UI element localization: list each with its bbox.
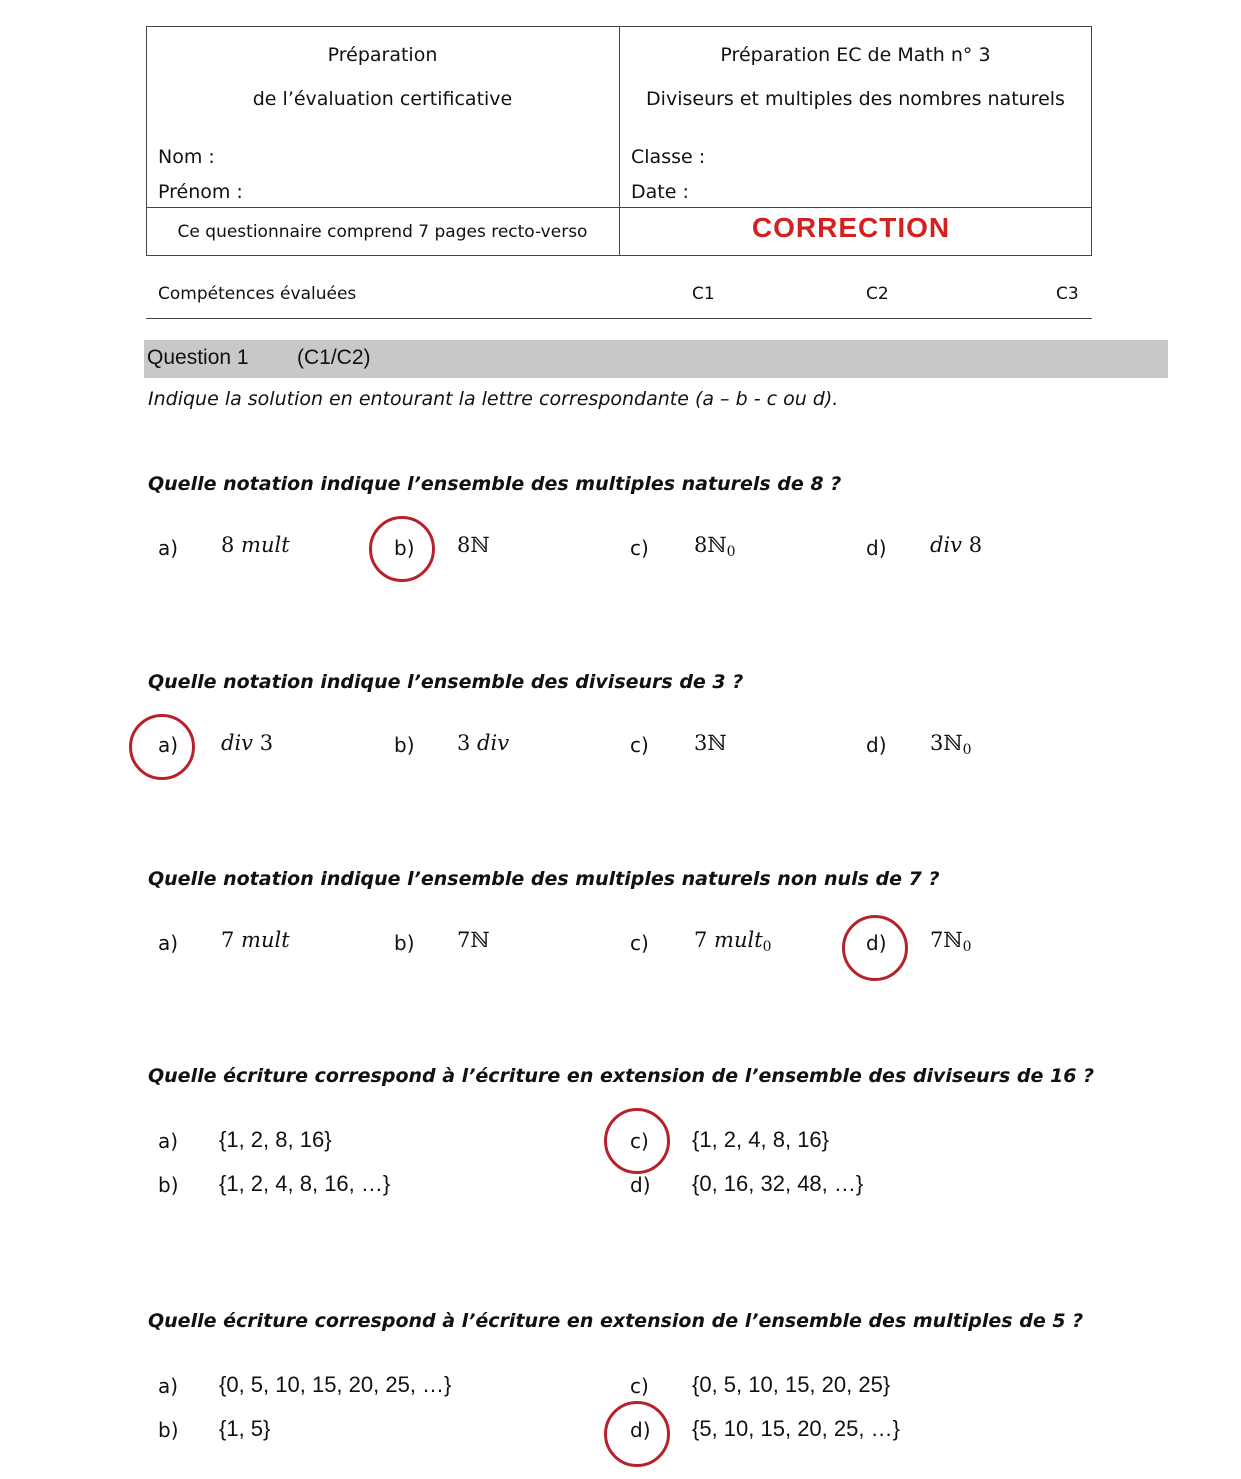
- answer-circle-item-1: [369, 516, 435, 582]
- item-4-option-c: {1, 2, 4, 8, 16}: [692, 1127, 830, 1152]
- item-4-prompt: Quelle écriture correspond à l’écriture en extension de l’ensemble des diviseurs de 16 ?: [148, 1065, 1095, 1087]
- competences-rule: [146, 318, 1092, 319]
- item-2-option-c: 3ℕ: [694, 731, 727, 755]
- item-1-option-d-letter: d): [866, 536, 887, 560]
- answer-circle-item-3: [842, 915, 908, 981]
- classe-label: Classe :: [631, 146, 706, 168]
- header-left-title-2: de l’évaluation certificative: [252, 88, 513, 110]
- answer-circle-item-4: [604, 1108, 670, 1174]
- nom-label: Nom :: [158, 146, 215, 168]
- item-5-option-a: {0, 5, 10, 15, 20, 25, …}: [219, 1372, 452, 1397]
- competence-c3: C3: [1056, 284, 1079, 304]
- item-2-prompt: Quelle notation indique l’ensemble des diviseurs de 3 ?: [148, 671, 744, 693]
- item-1-option-b: 8ℕ: [457, 533, 490, 557]
- item-4-option-b: {1, 2, 4, 8, 16, …}: [219, 1171, 391, 1196]
- item-4-option-a: {1, 2, 8, 16}: [219, 1127, 332, 1152]
- item-4-option-a-letter: a): [158, 1129, 179, 1153]
- item-5-prompt: Quelle écriture correspond à l’écriture en extension de l’ensemble des multiples de 5 ?: [148, 1310, 1084, 1332]
- prenom-label: Prénom :: [158, 181, 243, 203]
- item-2-option-b: 3 div: [457, 731, 510, 755]
- item-2-option-a-letter: a): [158, 733, 179, 757]
- item-4-option-b-letter: b): [158, 1173, 179, 1197]
- item-5-option-a-letter: a): [158, 1374, 179, 1398]
- answer-circle-item-5: [604, 1401, 670, 1467]
- item-3-option-a: 7 mult: [221, 928, 290, 952]
- item-2-option-a: div 3: [221, 731, 274, 755]
- pages-note: Ce questionnaire comprend 7 pages recto-verso: [177, 222, 588, 242]
- item-1-option-c-letter: c): [630, 536, 649, 560]
- correction-stamp: CORRECTION: [751, 212, 951, 243]
- question-title: Question 1: [147, 346, 249, 369]
- item-3-option-d: 7ℕ$_0$: [930, 928, 972, 955]
- item-3-option-b-letter: b): [394, 931, 415, 955]
- item-4-option-d: {0, 16, 32, 48, …}: [692, 1171, 864, 1196]
- item-1-option-c: 8ℕ$_0$: [694, 533, 736, 560]
- item-1-option-a-letter: a): [158, 536, 179, 560]
- item-5-option-c: {0, 5, 10, 15, 20, 25}: [692, 1372, 891, 1397]
- item-4-option-d-letter: d): [630, 1173, 651, 1197]
- item-3-option-b: 7ℕ: [457, 928, 490, 952]
- question-instruction: Indique la solution en entourant la lettre correspondante (a – b - c ou d).: [148, 388, 839, 410]
- item-5-option-b-letter: b): [158, 1418, 179, 1442]
- item-4-option-c-letter: c): [630, 1129, 649, 1153]
- item-1-option-a: 8 mult: [221, 533, 290, 557]
- item-2-option-c-letter: c): [630, 733, 649, 757]
- item-2-option-d: 3ℕ$_0$: [930, 731, 972, 758]
- item-3-option-a-letter: a): [158, 931, 179, 955]
- header-divider-horizontal: [146, 207, 1092, 208]
- item-2-option-b-letter: b): [394, 733, 415, 757]
- question-bar: [144, 340, 1168, 378]
- header-left-title-1: Préparation: [327, 44, 438, 66]
- item-3-option-d-letter: d): [866, 931, 887, 955]
- competence-c2: C2: [866, 284, 889, 304]
- date-label: Date :: [631, 181, 689, 203]
- item-2-option-d-letter: d): [866, 733, 887, 757]
- item-5-option-c-letter: c): [630, 1374, 649, 1398]
- item-3-option-c-letter: c): [630, 931, 649, 955]
- competence-c1: C1: [692, 284, 715, 304]
- item-1-option-d: div 8: [930, 533, 983, 557]
- item-1-option-b-letter: b): [394, 536, 415, 560]
- item-5-option-d-letter: d): [630, 1418, 651, 1442]
- competences-label: Compétences évaluées: [158, 284, 357, 304]
- item-5-option-d: {5, 10, 15, 20, 25, …}: [692, 1416, 900, 1441]
- item-3-prompt: Quelle notation indique l’ensemble des multiples naturels non nuls de 7 ?: [148, 868, 940, 890]
- header-right-title-1: Préparation EC de Math n° 3: [720, 44, 991, 66]
- item-5-option-b: {1, 5}: [219, 1416, 271, 1441]
- answer-circle-item-2: [129, 714, 195, 780]
- header-right-title-2: Diviseurs et multiples des nombres naturels: [646, 88, 1065, 110]
- item-1-prompt: Quelle notation indique l’ensemble des multiples naturels de 8 ?: [148, 473, 842, 495]
- item-3-option-c: 7 mult$_0$: [694, 928, 772, 955]
- question-skills: (C1/C2): [297, 346, 371, 369]
